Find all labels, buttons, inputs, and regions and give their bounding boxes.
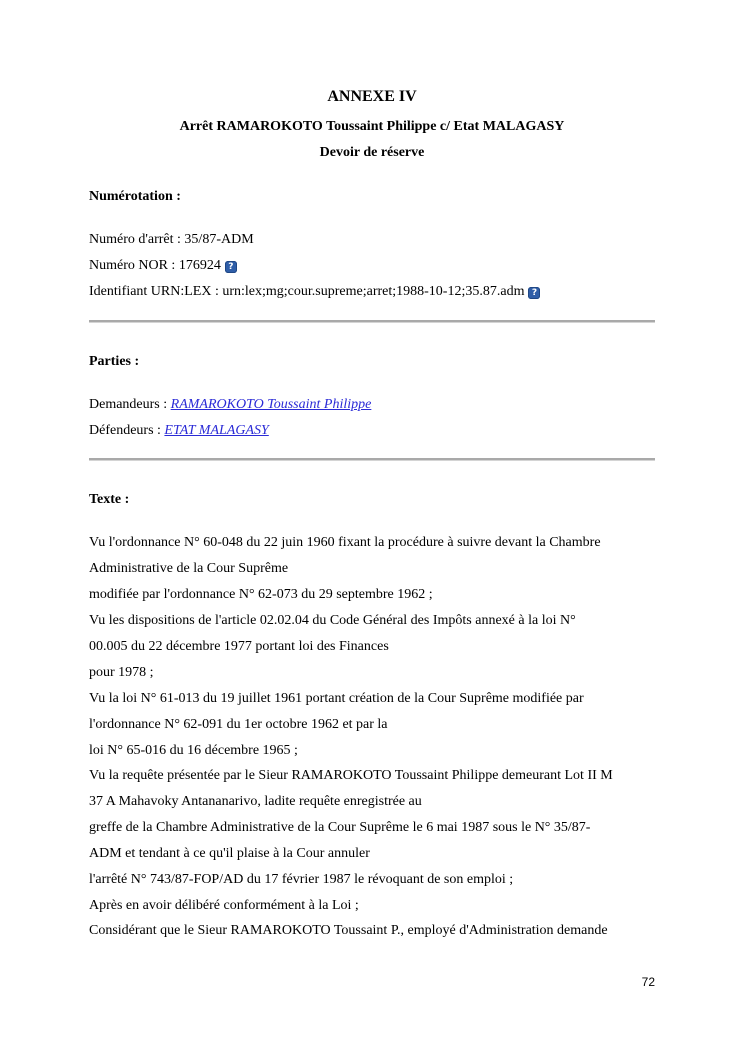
text-line: l'arrêté N° 743/87-FOP/AD du 17 février 1987 le révoquant de son emploi ; xyxy=(89,872,514,887)
plaintiff-link[interactable]: RAMAROKOTO Toussaint Philippe xyxy=(170,397,372,412)
text-line: Administrative de la Cour Suprême xyxy=(89,561,289,576)
numerotation-heading: Numérotation : xyxy=(89,189,181,204)
nor-number-row xyxy=(89,257,237,274)
arret-number: Numéro d'arrêt : 35/87-ADM xyxy=(89,232,254,247)
case-subject: Devoir de réserve xyxy=(319,145,425,160)
text-line: l'ordonnance N° 62-091 du 1er octobre 1962 et par la xyxy=(89,717,388,732)
text-line: 00.005 du 22 décembre 1977 portant loi des Finances xyxy=(89,639,389,654)
section-divider xyxy=(89,458,655,461)
text-line: Vu la loi N° 61-013 du 19 juillet 1961 portant création de la Cour Suprême modifiée par xyxy=(89,691,584,706)
case-title: Arrêt RAMAROKOTO Toussaint Philippe c/ Etat MALAGASY xyxy=(179,119,565,134)
text-line: Considérant que le Sieur RAMAROKOTO Toussaint P., employé d'Administration demande xyxy=(89,923,608,938)
text-line: Vu la requête présentée par le Sieur RAMAROKOTO Toussaint Philippe demeurant Lot II M xyxy=(89,768,613,783)
urn-identifier: Identifiant URN:LEX : urn:lex;mg;cour.supreme;arret;1988-10-12;35.87.adm xyxy=(89,284,525,299)
text-line: pour 1978 ; xyxy=(89,665,154,680)
defendants-label: Défendeurs : xyxy=(89,423,165,438)
defendant-link[interactable]: ETAT MALAGASY xyxy=(164,423,269,438)
text-line: Vu l'ordonnance N° 60-048 du 22 juin 1960 fixant la procédure à suivre devant la Chambre xyxy=(89,535,601,550)
text-line: 37 A Mahavoky Antananarivo, ladite requête enregistrée au xyxy=(89,794,422,809)
urn-identifier-row xyxy=(89,283,540,300)
texte-heading: Texte : xyxy=(89,492,130,507)
question-mark-icon[interactable]: ? xyxy=(528,287,540,299)
annex-title: ANNEXE IV xyxy=(327,88,417,105)
text-line: Après en avoir délibéré conformément à la Loi ; xyxy=(89,898,359,913)
parties-heading: Parties : xyxy=(89,354,140,369)
nor-number: Numéro NOR : 176924 xyxy=(89,258,221,273)
page-number: 72 xyxy=(641,975,655,989)
plaintiffs-row xyxy=(89,396,371,413)
text-line: Vu les dispositions de l'article 02.02.04 du Code Général des Impôts annexé à la loi N° xyxy=(89,613,576,628)
text-line: modifiée par l'ordonnance N° 62-073 du 29 septembre 1962 ; xyxy=(89,587,433,602)
question-mark-icon[interactable]: ? xyxy=(225,261,237,273)
defendants-row xyxy=(89,422,269,439)
text-line: loi N° 65-016 du 16 décembre 1965 ; xyxy=(89,743,298,758)
text-line: greffe de la Chambre Administrative de la Cour Suprême le 6 mai 1987 sous le N° 35/87- xyxy=(89,820,591,835)
section-divider xyxy=(89,320,655,323)
plaintiffs-label: Demandeurs : xyxy=(89,397,171,412)
text-line: ADM et tendant à ce qu'il plaise à la Cour annuler xyxy=(89,846,370,861)
